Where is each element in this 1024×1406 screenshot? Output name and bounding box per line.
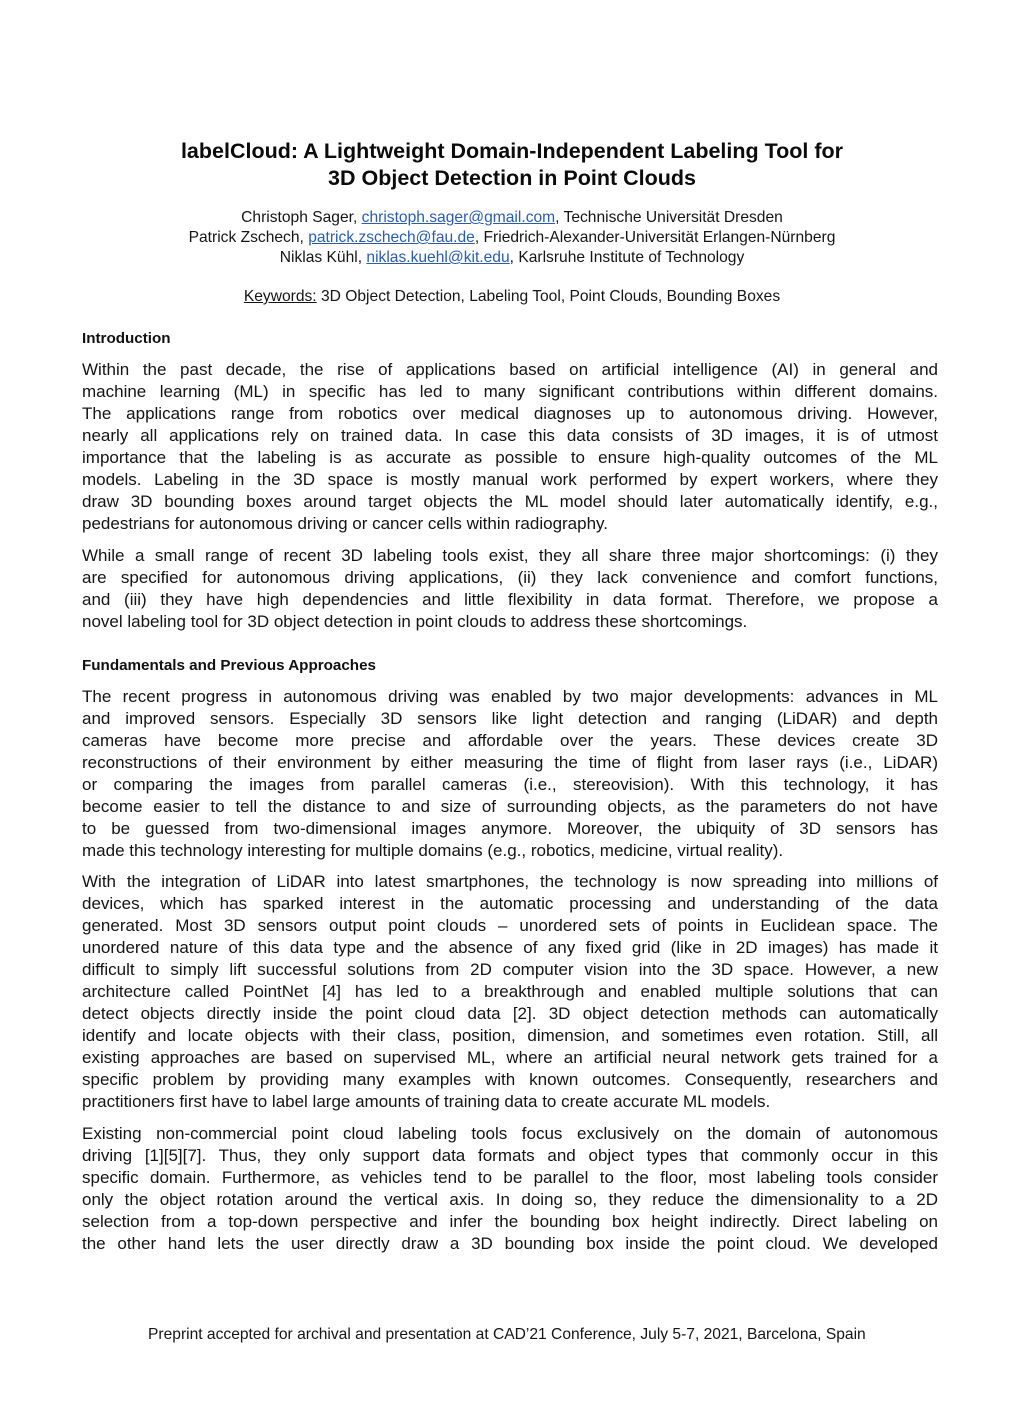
text-line: While a small range of recent 3D labeling tools exist, they all share three major shortcomings: (i) they [82, 546, 938, 565]
text-line: only the object rotation around the vertical axis. In doing so, they reduce the dimensionality to a 2D [82, 1190, 938, 1209]
text-line: draw 3D bounding boxes around target objects the ML model should later automatically identify, e.g., [82, 492, 938, 511]
paper-title-line-2: 3D Object Detection in Point Clouds [328, 166, 696, 190]
text-line: With the integration of LiDAR into latest smartphones, the technology is now spreading into millions of [82, 872, 938, 891]
author-affiliation: , Friedrich-Alexander-Universität Erlangen-Nürnberg [474, 229, 836, 246]
text-line: cameras have become more precise and affordable over the years. These devices create 3D [82, 731, 938, 750]
text-line: machine learning (ML) in specific has led to many significant contributions within different domains. [82, 382, 938, 401]
author-email-link[interactable]: patrick.zschech@fau.de [308, 229, 475, 246]
keywords-label: Keywords: [243, 288, 317, 305]
paragraph [82, 686, 938, 862]
text-line: Existing non-commercial point cloud labeling tools focus exclusively on the domain of autonomous [82, 1124, 938, 1143]
text-line: unordered nature of this data type and the absence of any fixed grid (like in 2D images) has made it [82, 938, 938, 957]
text-line: detect objects directly inside the point cloud data [2]. 3D object detection methods can automatically [82, 1004, 938, 1023]
text-line: and (iii) they have high dependencies and little flexibility in data format. Therefore, we propose a [82, 590, 938, 609]
page-footer: Preprint accepted for archival and presentation at CAD’21 Conference, July 5-7, 2021, Barcelona, Spain [148, 1326, 866, 1343]
author-email-link[interactable]: niklas.kuehl@kit.edu [366, 249, 510, 266]
author-name: Niklas Kühl, [279, 249, 367, 266]
text-line: models. Labeling in the 3D space is mostly manual work performed by expert workers, where they [82, 470, 938, 489]
text-line: Within the past decade, the rise of applications based on artificial intelligence (AI) in general and [82, 360, 938, 379]
paper-title [0, 138, 1024, 192]
text-line: architecture called PointNet [4] has led to a breakthrough and enabled multiple solutions that can [82, 982, 938, 1001]
author-list [0, 208, 1024, 268]
text-line: generated. Most 3D sensors output point clouds – unordered sets of points in Euclidean space. The [82, 916, 938, 935]
text-line: identify and locate objects with their class, position, dimension, and sometimes even rotation. Still, all [82, 1026, 938, 1045]
text-line: importance that the labeling is as accurate as possible to ensure high-quality outcomes of the ML [82, 448, 938, 467]
text-line: devices, which has sparked interest in the automatic processing and understanding of the data [82, 894, 938, 913]
text-line: and improved sensors. Especially 3D sensors like light detection and ranging (LiDAR) and depth [82, 709, 938, 728]
author-name: Christoph Sager, [241, 209, 362, 226]
text-line: The recent progress in autonomous driving was enabled by two major developments: advances in ML [82, 687, 938, 706]
text-line: become easier to tell the distance to and size of surrounding objects, as the parameters do not have [82, 797, 938, 816]
author-affiliation: , Technische Universität Dresden [555, 209, 783, 226]
paragraph [82, 545, 938, 633]
text-line: The applications range from robotics over medical diagnoses up to autonomous driving. However, [82, 404, 938, 423]
keywords [0, 287, 1024, 307]
text-line: reconstructions of their environment by either measuring the time of flight from laser rays (i.e., LiDAR) [82, 753, 938, 772]
author-affiliation: , Karlsruhe Institute of Technology [509, 249, 745, 266]
author-entry [0, 248, 1024, 268]
author-entry [0, 208, 1024, 228]
text-line: difficult to simply lift successful solutions from 2D computer vision into the 3D space. However, a new [82, 960, 938, 979]
paragraph [82, 871, 938, 1113]
keywords-text: 3D Object Detection, Labeling Tool, Point Clouds, Bounding Boxes [316, 288, 781, 305]
text-line: specific domain. Furthermore, as vehicles tend to be parallel to the floor, most labeling tools consider [82, 1168, 938, 1187]
text-line: nearly all applications rely on trained data. In case this data consists of 3D images, it is of utmost [82, 426, 938, 445]
text-line: existing approaches are based on supervised ML, where an artificial neural network gets trained for a [82, 1048, 938, 1067]
section-heading-introduction: Introduction [82, 330, 171, 347]
text-line: to be guessed from two-dimensional images anymore. Moreover, the ubiquity of 3D sensors has [82, 819, 938, 838]
author-entry [0, 228, 1024, 248]
text-line: driving [1][5][7]. Thus, they only support data formats and object types that commonly occur in this [82, 1146, 938, 1165]
text-line: are specified for autonomous driving applications, (ii) they lack convenience and comfort functions, [82, 568, 938, 587]
text-line: novel labeling tool for 3D object detection in point clouds to address these shortcomings. [82, 612, 748, 631]
text-line: made this technology interesting for multiple domains (e.g., robotics, medicine, virtual reality). [82, 841, 784, 860]
paper-title-line-1: labelCloud: A Lightweight Domain-Independent Labeling Tool for [180, 139, 844, 163]
paragraph [82, 1123, 938, 1255]
paragraph [82, 359, 938, 535]
text-line: specific problem by providing many examples with known outcomes. Consequently, researchers and [82, 1070, 938, 1089]
author-email-link[interactable]: christoph.sager@gmail.com [361, 209, 556, 226]
text-line: selection from a top-down perspective and infer the bounding box height indirectly. Direct labeling on [82, 1212, 938, 1231]
section-heading-fundamentals: Fundamentals and Previous Approaches [82, 657, 376, 674]
text-line: practitioners first have to label large amounts of training data to create accurate ML models. [82, 1092, 771, 1111]
author-name: Patrick Zschech, [188, 229, 309, 246]
text-line: or comparing the images from parallel cameras (i.e., stereovision). With this technology, it has [82, 775, 938, 794]
text-line: pedestrians for autonomous driving or cancer cells within radiography. [82, 514, 609, 533]
text-line: the other hand lets the user directly draw a 3D bounding box inside the point cloud. We developed [82, 1234, 938, 1253]
